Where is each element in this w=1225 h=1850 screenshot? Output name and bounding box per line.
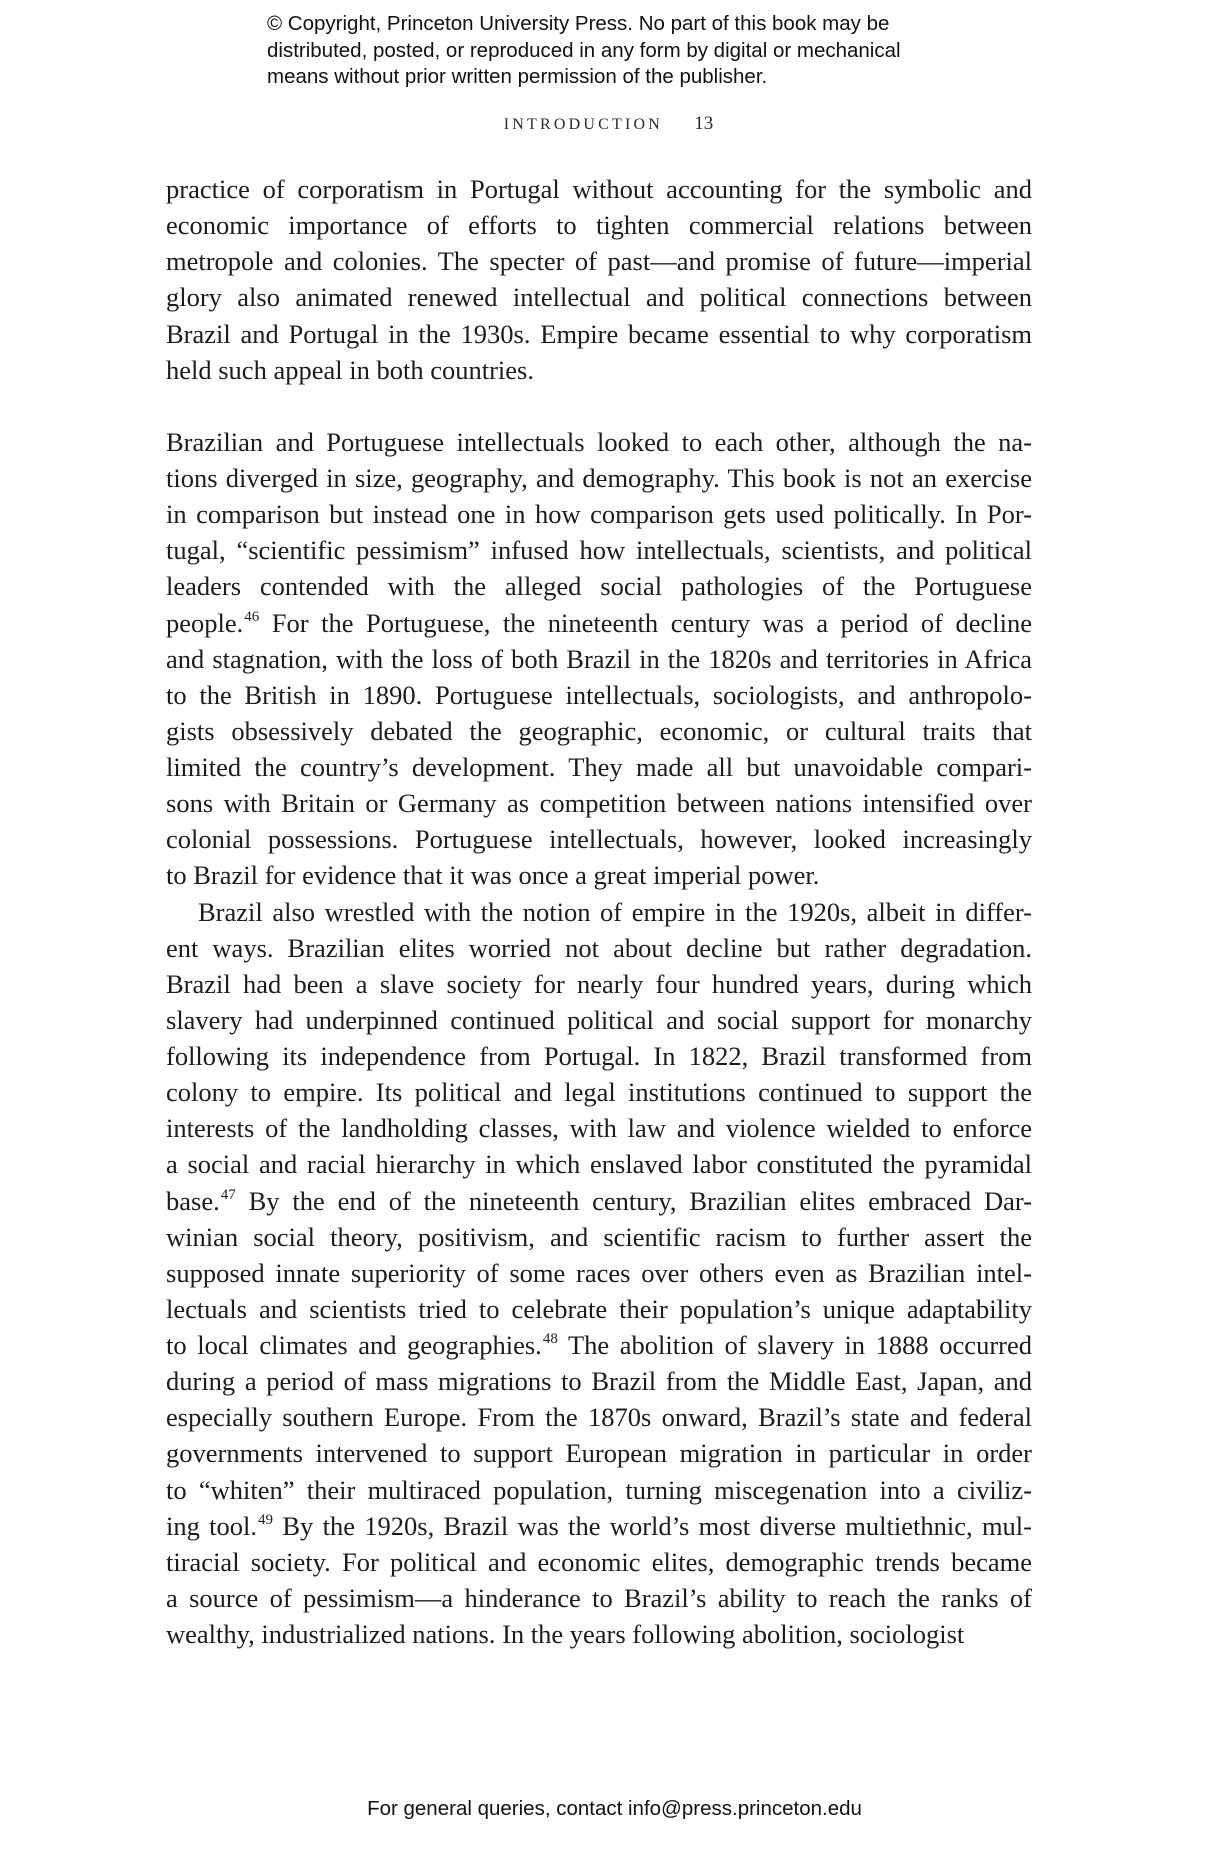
text-segment: Brazil and Portugal in the 1930s. Empire became essential to why corporatism bbox=[166, 318, 1032, 349]
paragraph bbox=[166, 424, 1032, 894]
text-line bbox=[166, 749, 1032, 785]
text-line bbox=[166, 1038, 1032, 1074]
paragraph bbox=[166, 171, 1032, 388]
text-segment: gists obsessively debated the geographic, economic, or cultural traits that bbox=[166, 715, 1032, 746]
text-line bbox=[166, 1183, 1032, 1219]
text-line-content bbox=[166, 243, 1032, 279]
text-line-content bbox=[166, 677, 1032, 713]
text-line bbox=[166, 1580, 1032, 1616]
text-line-content bbox=[166, 1363, 1032, 1399]
text-line-content bbox=[166, 1219, 1032, 1255]
text-segment: to “whiten” their multiraced population, turning miscegenation into a civiliz- bbox=[166, 1474, 1032, 1505]
text-line bbox=[166, 1616, 1032, 1652]
text-segment: By the 1920s, Brazil was the world’s most diverse multiethnic, mul- bbox=[273, 1510, 1032, 1541]
text-line-content bbox=[166, 1110, 1032, 1146]
copyright-notice bbox=[267, 11, 987, 91]
text-line-content bbox=[166, 605, 1032, 641]
text-segment: ent ways. Brazilian elites worried not about decline but rather degradation. bbox=[166, 932, 1032, 963]
text-line-content bbox=[166, 930, 1032, 966]
text-line-content bbox=[166, 1038, 1032, 1074]
text-segment: For the Portuguese, the nineteenth century was a period of decline bbox=[259, 607, 1032, 638]
text-segment: base. bbox=[166, 1185, 220, 1216]
text-line bbox=[166, 1544, 1032, 1580]
text-segment: lectuals and scientists tried to celebrate their population’s unique adaptability bbox=[166, 1293, 1032, 1324]
text-segment: colony to empire. Its political and legal institutions continued to support the bbox=[166, 1077, 1032, 1108]
text-line bbox=[166, 1508, 1032, 1544]
text-segment: especially southern Europe. From the 1870s onward, Brazil’s state and federal bbox=[166, 1402, 1032, 1433]
text-segment: By the end of the nineteenth century, Brazilian elites embraced Dar- bbox=[235, 1185, 1032, 1216]
text-segment: ing tool. bbox=[166, 1510, 258, 1541]
text-line bbox=[166, 966, 1032, 1002]
text-line bbox=[166, 857, 1032, 893]
text-segment: wealthy, industrialized nations. In the years following abolition, sociologist bbox=[166, 1619, 965, 1649]
text-segment: leaders contended with the alleged social pathologies of the Portuguese bbox=[166, 571, 1032, 602]
text-line bbox=[166, 1472, 1032, 1508]
copyright-line: distributed, posted, or reproduced in any form by digital or mechanical bbox=[267, 38, 901, 62]
body-text bbox=[166, 171, 1032, 1652]
text-segment: economic importance of efforts to tighten commercial relations between bbox=[166, 210, 1032, 241]
chapter-title: INTRODUCTION bbox=[503, 116, 664, 133]
page-number: 13 bbox=[694, 113, 714, 134]
text-segment: held such appeal in both countries. bbox=[166, 354, 534, 385]
text-line bbox=[166, 821, 1032, 857]
text-segment: governments intervened to support European migration in particular in order bbox=[166, 1438, 1032, 1469]
text-line-content bbox=[166, 1255, 1032, 1291]
text-line bbox=[166, 930, 1032, 966]
text-segment: a social and racial hierarchy in which enslaved labor constituted the pyramidal bbox=[166, 1149, 1032, 1180]
text-line-content bbox=[166, 171, 1032, 207]
text-line bbox=[166, 424, 1032, 460]
footer-contact: For general queries, contact info@press.princeton.edu bbox=[367, 1797, 862, 1820]
text-line-content bbox=[166, 496, 1032, 532]
footnote-marker[interactable]: 46 bbox=[244, 608, 260, 625]
text-line bbox=[166, 1291, 1032, 1327]
text-line-content bbox=[166, 460, 1032, 496]
text-line-content bbox=[166, 532, 1032, 568]
text-line bbox=[166, 243, 1032, 279]
text-line bbox=[166, 1146, 1032, 1182]
text-segment: Brazil also wrestled with the notion of empire in the 1920s, albeit in differ- bbox=[198, 896, 1032, 927]
text-segment: practice of corporatism in Portugal without accounting for the symbolic and bbox=[166, 174, 1032, 204]
text-segment: to local climates and geographies. bbox=[166, 1330, 542, 1360]
text-segment: tiracial society. For political and economic elites, demographic trends became bbox=[166, 1546, 1032, 1577]
text-line bbox=[166, 1399, 1032, 1435]
text-line bbox=[166, 207, 1032, 243]
text-line-content bbox=[166, 857, 1032, 893]
text-segment: in comparison but instead one in how comparison gets used politically. In Por- bbox=[166, 499, 1032, 530]
text-line bbox=[166, 1219, 1032, 1255]
running-head bbox=[0, 113, 1225, 135]
text-line bbox=[166, 713, 1032, 749]
text-segment: sons with Britain or Germany as competition between nations intensified over bbox=[166, 788, 1032, 819]
text-segment: metropole and colonies. The specter of past—and promise of future—imperial bbox=[166, 246, 1032, 277]
text-line-content bbox=[166, 1472, 1032, 1508]
text-line-content bbox=[166, 1002, 1032, 1038]
text-line-content bbox=[166, 207, 1032, 243]
text-segment: during a period of mass migrations to Brazil from the Middle East, Japan, and bbox=[166, 1366, 1032, 1397]
text-segment: to Brazil for evidence that it was once a great imperial power. bbox=[166, 860, 820, 891]
text-line bbox=[166, 496, 1032, 532]
text-line-content bbox=[166, 424, 1032, 460]
text-line-content bbox=[166, 713, 1032, 749]
text-line bbox=[166, 532, 1032, 568]
text-segment: Brazil had been a slave society for nearly four hundred years, during which bbox=[166, 968, 1032, 999]
copyright-line: © Copyright, Princeton University Press. No part of this book may be bbox=[267, 12, 890, 35]
text-segment: glory also animated renewed intellectual and political connections between bbox=[166, 282, 1032, 313]
text-segment: The abolition of slavery in 1888 occurred bbox=[557, 1330, 1032, 1360]
text-line-content bbox=[166, 568, 1032, 604]
text-line bbox=[166, 1074, 1032, 1110]
text-line bbox=[166, 1110, 1032, 1146]
text-segment: interests of the landholding classes, with law and violence wielded to enforce bbox=[166, 1113, 1032, 1144]
text-line-content bbox=[166, 279, 1032, 315]
text-segment: tions diverged in size, geography, and demography. This book is not an exercise bbox=[166, 463, 1032, 493]
text-line bbox=[166, 1002, 1032, 1038]
text-segment: limited the country’s development. They made all but unavoidable compari- bbox=[166, 752, 1032, 782]
text-line bbox=[166, 568, 1032, 604]
footnote-marker[interactable]: 48 bbox=[542, 1331, 558, 1347]
text-line-content bbox=[166, 966, 1032, 1002]
text-segment: people. bbox=[166, 607, 244, 638]
text-line-content bbox=[166, 1074, 1032, 1110]
text-segment: following its independence from Portugal. In 1822, Brazil transformed from bbox=[166, 1041, 1032, 1071]
text-line bbox=[166, 316, 1032, 352]
text-line-content bbox=[166, 1580, 1032, 1616]
text-segment: colonial possessions. Portuguese intellectuals, however, looked increasingly bbox=[166, 824, 1032, 855]
text-line bbox=[166, 1255, 1032, 1291]
text-line bbox=[166, 460, 1032, 496]
text-line bbox=[166, 1435, 1032, 1471]
text-line-content bbox=[166, 641, 1032, 677]
text-line bbox=[166, 677, 1032, 713]
text-line bbox=[166, 1327, 1032, 1363]
text-line-content bbox=[166, 352, 1032, 388]
text-line-content bbox=[166, 1399, 1032, 1435]
text-line-content bbox=[166, 1508, 1032, 1544]
text-line-content bbox=[198, 894, 1032, 930]
footnote-marker[interactable]: 49 bbox=[258, 1511, 274, 1528]
text-line-content bbox=[166, 1544, 1032, 1580]
paragraph bbox=[166, 894, 1032, 1653]
text-line-content bbox=[166, 785, 1032, 821]
text-line-content bbox=[166, 316, 1032, 352]
text-line-content bbox=[166, 1616, 1032, 1652]
text-line bbox=[166, 352, 1032, 388]
text-segment: winian social theory, positivism, and scientific racism to further assert the bbox=[166, 1221, 1032, 1252]
text-line-content bbox=[166, 1435, 1032, 1471]
text-segment: a source of pessimism—a hinderance to Brazil’s ability to reach the ranks of bbox=[166, 1582, 1032, 1613]
text-line bbox=[166, 894, 1032, 930]
text-line bbox=[166, 1363, 1032, 1399]
text-line-content bbox=[166, 821, 1032, 857]
text-line bbox=[166, 785, 1032, 821]
text-line bbox=[166, 605, 1032, 641]
text-segment: tugal, “scientific pessimism” infused how intellectuals, scientists, and political bbox=[166, 535, 1032, 566]
text-segment: slavery had underpinned continued political and social support for monarchy bbox=[166, 1004, 1032, 1035]
text-line-content bbox=[166, 1327, 1032, 1363]
text-line-content bbox=[166, 1146, 1032, 1182]
text-segment: supposed innate superiority of some races over others even as Brazilian intel- bbox=[166, 1257, 1032, 1288]
text-line bbox=[166, 171, 1032, 207]
text-line-content bbox=[166, 1183, 1032, 1219]
text-line-content bbox=[166, 1291, 1032, 1327]
footnote-marker[interactable]: 47 bbox=[220, 1186, 236, 1203]
text-line bbox=[166, 279, 1032, 315]
copyright-line: means without prior written permission of the publisher. bbox=[267, 65, 768, 88]
text-segment: to the British in 1890. Portuguese intellectuals, sociologists, and anthropolo- bbox=[166, 679, 1032, 710]
text-segment: and stagnation, with the loss of both Brazil in the 1820s and territories in Africa bbox=[166, 643, 1032, 674]
text-line-content bbox=[166, 749, 1032, 785]
text-segment: Brazilian and Portuguese intellectuals looked to each other, although the na- bbox=[166, 426, 1032, 457]
text-line bbox=[166, 641, 1032, 677]
